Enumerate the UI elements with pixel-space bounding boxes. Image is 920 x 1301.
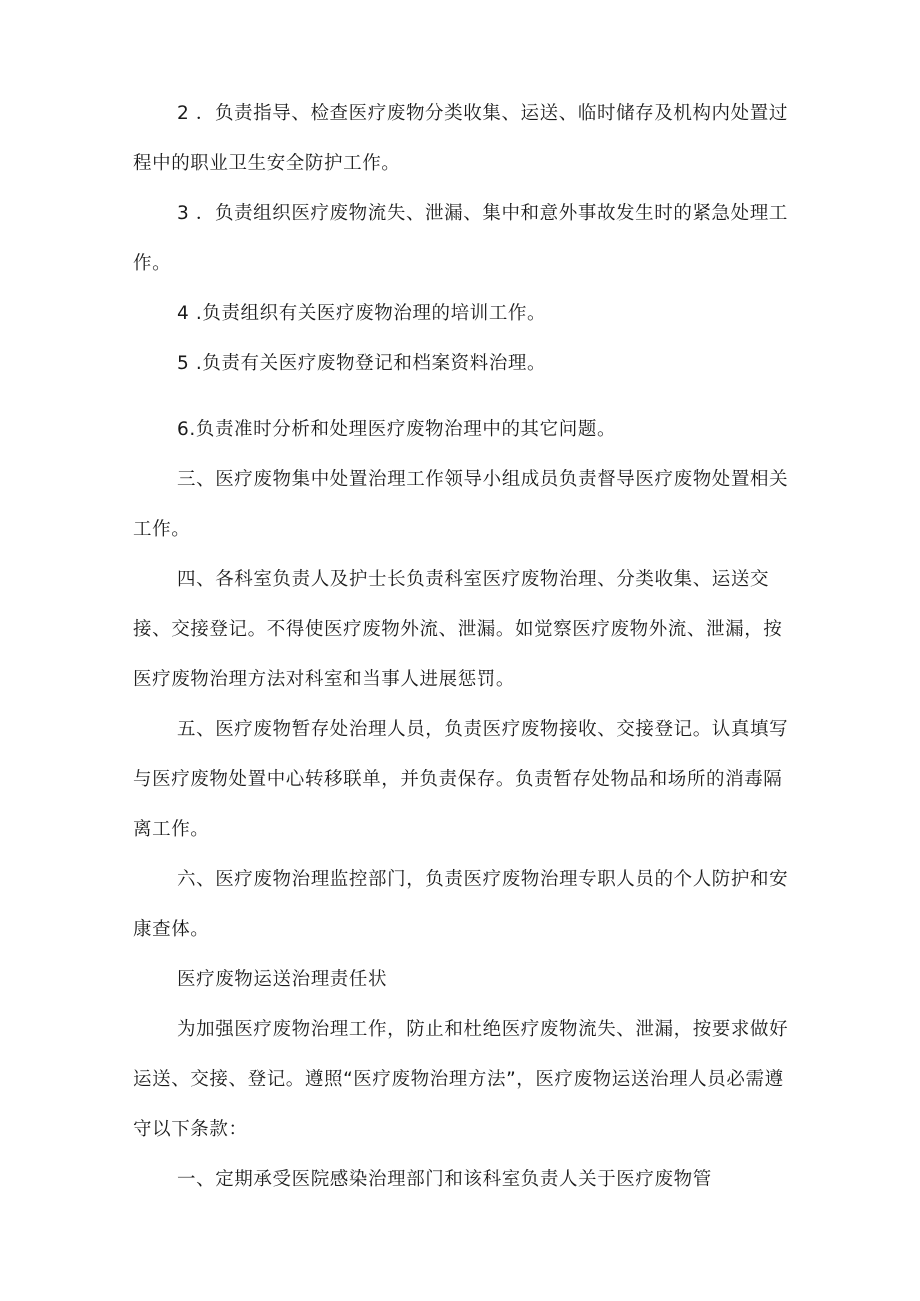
paragraph-section-6: 六、医疗废物治理监控部门，负责医疗废物治理专职人员的个人防护和安康查体。 xyxy=(133,869,789,940)
paragraph-intro: 为加强医疗废物治理工作，防止和杜绝医疗废物流失、泄漏，按要求做好运送、交接、登记。遵照“医疗废物治理方法”，医疗废物运送治理人员必需遵守以下条款： xyxy=(133,1019,789,1140)
paragraph-clause-1: 一、定期承受医院感染治理部门和该科室负责人关于医疗废物管 xyxy=(177,1169,712,1190)
paragraph-item-4: 4 .负责组织有关医疗废物治理的培训工作。 xyxy=(177,303,547,324)
paragraph-item-3: 3 ．负责组织医疗废物流失、泄漏、集中和意外事故发生时的紧急处理工作。 xyxy=(133,203,788,274)
paragraph-section-5: 五、医疗废物暂存处治理人员，负责医疗废物接收、交接登记。认真填写与医疗废物处置中心转移联单，并负责保存。负责暂存处物品和场所的消毒隔离工作。 xyxy=(133,719,789,840)
paragraph-item-5: 5 .负责有关医疗废物登记和档案资料治理。 xyxy=(177,353,547,374)
paragraph-item-2: 2 ．负责指导、检查医疗废物分类收集、运送、临时储存及机构内处置过程中的职业卫生安全防护工作。 xyxy=(133,103,788,174)
paragraph-item-6: 6.负责准时分析和处理医疗废物治理中的其它问题。 xyxy=(177,419,617,440)
subheading-responsibility-letter: 医疗废物运送治理责任状 xyxy=(177,969,388,990)
paragraph-section-4: 四、各科室负责人及护士长负责科室医疗废物治理、分类收集、运送交接、交接登记。不得使医疗废物外流、泄漏。如觉察医疗废物外流、泄漏，按医疗废物治理方法对科室和当事人进展惩罚。 xyxy=(133,569,783,690)
paragraph-section-3: 三、医疗废物集中处置治理工作领导小组成员负责督导医疗废物处置相关工作。 xyxy=(133,469,789,540)
